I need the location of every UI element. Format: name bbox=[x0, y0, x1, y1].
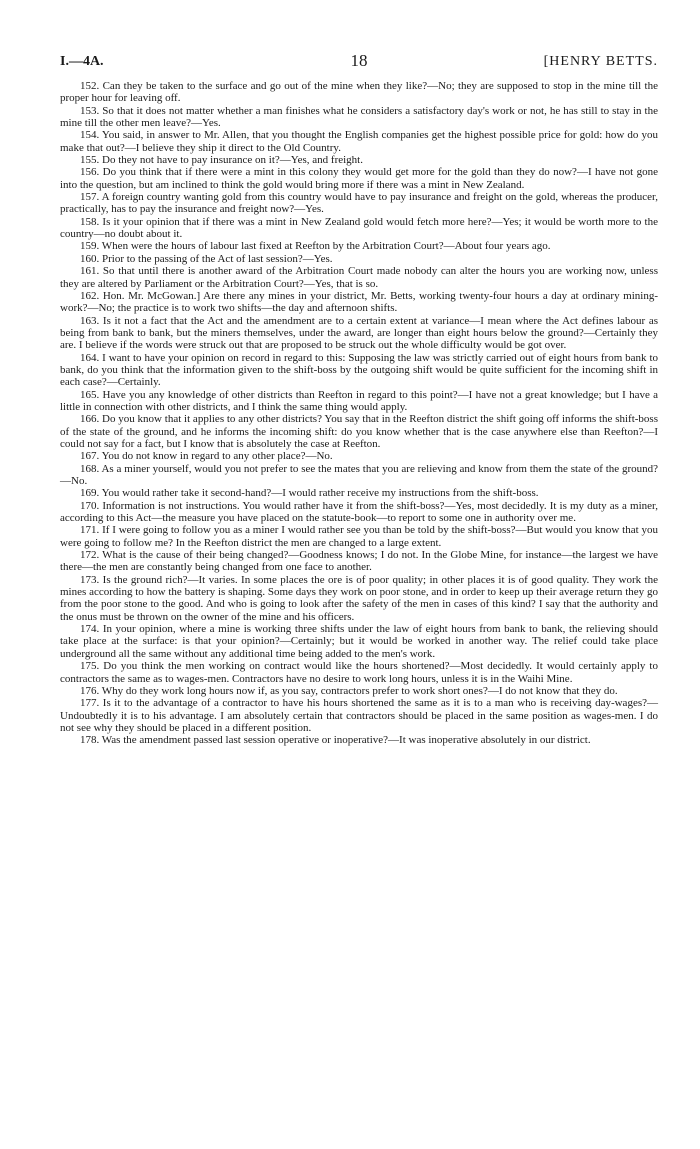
question-answer-paragraph: 176. Why do they work long hours now if, as you say, contractors prefer to work short ones?—I do not know that they do. bbox=[80, 684, 618, 697]
question-answer-paragraph: 158. Is it your opinion that if there was a mint in New Zealand gold would fetch more here?—Yes; it would be worth more to the country—no doubt about it. bbox=[60, 215, 658, 241]
question-answer-paragraph: 172. What is the cause of their being changed?—Goodness knows; I do not. In the Globe Mine, for instance—the largest we have there—the men are constantly being changed from one face to another. bbox=[60, 549, 658, 574]
question-answer-paragraph: 154. You said, in answer to Mr. Allen, that you thought the English companies get the highest possible price for gold: how do you make that out?—I believe they ship it direct to the Old Country. bbox=[60, 129, 658, 154]
question-answer-paragraph: 174. In your opinion, where a mine is working three shifts under the law of eight hours from bank to bank, the relieving should take place at the surface: is that your opinion?—Certainly; but it would be worked in another way. The relief could take place underground all the same without any additional time being added to the men's work. bbox=[60, 623, 658, 660]
question-answer-paragraph: 178. Was the amendment passed last session operative or inoperative?—It was inoperative absolutely in our district. bbox=[80, 734, 591, 747]
question-answer-paragraph: 169. You would rather take it second-hand?—I would rather receive my instructions from the shift-boss. bbox=[80, 487, 539, 500]
question-answer-paragraph: 159. When were the hours of labour last fixed at Reefton by the Arbitration Court?—About four years ago. bbox=[80, 240, 551, 253]
question-answer-paragraph: 152. Can they be taken to the surface and go out of the mine when they like?—No; they are supposed to stop in the mine till the proper hour for leaving off. bbox=[60, 80, 658, 105]
question-answer-paragraph: 171. If I were going to follow you as a miner I would rather see you than be told by the shift-boss?—But would you know that you were going to follow me? In the Reefton district the men are changed to a large extent. bbox=[60, 524, 658, 549]
question-answer-paragraph: 173. Is the ground rich?—It varies. In some places the ore is of poor quality; in other places it is of good quality. They work the mines according to how the battery is shaping. Some days they work on poor stone, and in order to keep up their average return they go from the poor stone to the good. And who is going to look after the safety of the men in cases of this kind? I say that the authority and the onus must be thrown on the owner of the mine and his officers. bbox=[60, 573, 658, 623]
question-answer-paragraph: 175. Do you think the men working on contract would like the hours shortened?—Most decidedly. It would certainly apply to contractors the same as to wages-men. Contractors have no desire to work long hours, unless it is in the Waihi Mine. bbox=[60, 660, 658, 685]
page-header bbox=[60, 51, 658, 80]
question-answer-paragraph: 167. You do not know in regard to any other place?—No. bbox=[80, 450, 333, 463]
testimony-body bbox=[60, 80, 658, 747]
question-answer-paragraph: 165. Have you any knowledge of other districts than Reefton in regard to this point?—I have not a great knowledge; but I have a little in connection with other districts, and I think the same thing would apply. bbox=[60, 388, 658, 413]
question-answer-paragraph: 163. Is it not a fact that the Act and the amendment are to a certain extent at variance—I mean where the Act defines labour as being from bank to bank, but the miners themselves, under the award, are longer than eight hours below the ground?—Certainly they are. I believe if the words were struck out that are proposed to be struck out the whole difficulty would be got over. bbox=[60, 314, 658, 352]
question-answer-paragraph: 177. Is it to the advantage of a contractor to have his hours shortened the same as it is to a man who is receiving day-wages?—Undoubtedly it is to his advantage. I am absolutely certain that contractors should be placed in the same position as wages-men. I do not see why they should be placed in a different position. bbox=[60, 697, 658, 734]
question-answer-paragraph: 160. Prior to the passing of the Act of last session?—Yes. bbox=[80, 252, 333, 265]
question-answer-paragraph: 157. A foreign country wanting gold from this country would have to pay insurance and freight on the gold, whereas the producer, practically, has to pay the insurance and freight now?—Yes. bbox=[60, 191, 658, 216]
question-answer-paragraph: 164. I want to have your opinion on record in regard to this: Supposing the law was strictly carried out of eight hours from bank to bank, do you think that the information given to the shift-boss by the outgoing shift would be quite sufficient for the incoming shift in each case?—Certainly. bbox=[60, 351, 658, 389]
page-number: 18 bbox=[350, 51, 368, 70]
witness-name: [HENRY BETTS. bbox=[543, 54, 658, 69]
question-answer-paragraph: 156. Do you think that if there were a mint in this colony they would get more for the gold than they do now?—I have not gone into the question, but am inclined to think the gold would bring more if there was a mint in New Zealand. bbox=[60, 166, 658, 191]
question-answer-paragraph: 168. As a miner yourself, would you not prefer to see the mates that you are relieving and know from them the state of the ground?—No. bbox=[60, 462, 658, 487]
question-answer-paragraph: 162. Hon. Mr. McGowan.] Are there any mines in your district, Mr. Betts, working twenty-four hours a day at ordinary mining-work?—No; the practice is to work two shifts—the day and afternoon shifts. bbox=[60, 289, 658, 315]
question-answer-paragraph: 153. So that it does not matter whether a man finishes what he considers a satisfactory day's work or not, he has still to stay in the mine till the other men leave?—Yes. bbox=[60, 104, 658, 130]
document-reference: I.—4A. bbox=[60, 54, 104, 69]
question-answer-paragraph: 166. Do you know that it applies to any other districts? You say that in the Reefton district the shift going off informs the shift-boss of the state of the ground, and he informs the incoming shift: do you know whether that is the case anywhere else than Reefton?—I could not say for a fact, but I know that is absolutely the case at Reefton. bbox=[60, 413, 658, 450]
question-answer-paragraph: 170. Information is not instructions. You would rather have it from the shift-boss?—Yes, most decidedly. It is my duty as a miner, according to this Act—the measure you have placed on the statute-book—to report to some one in authority over me. bbox=[60, 499, 658, 525]
question-answer-paragraph: 155. Do they not have to pay insurance on it?—Yes, and freight. bbox=[80, 154, 363, 167]
question-answer-paragraph: 161. So that until there is another award of the Arbitration Court made nobody can alter the hours you are working now, unless they are altered by Parliament or the Arbitration Court?—Yes, that is so. bbox=[60, 265, 658, 290]
